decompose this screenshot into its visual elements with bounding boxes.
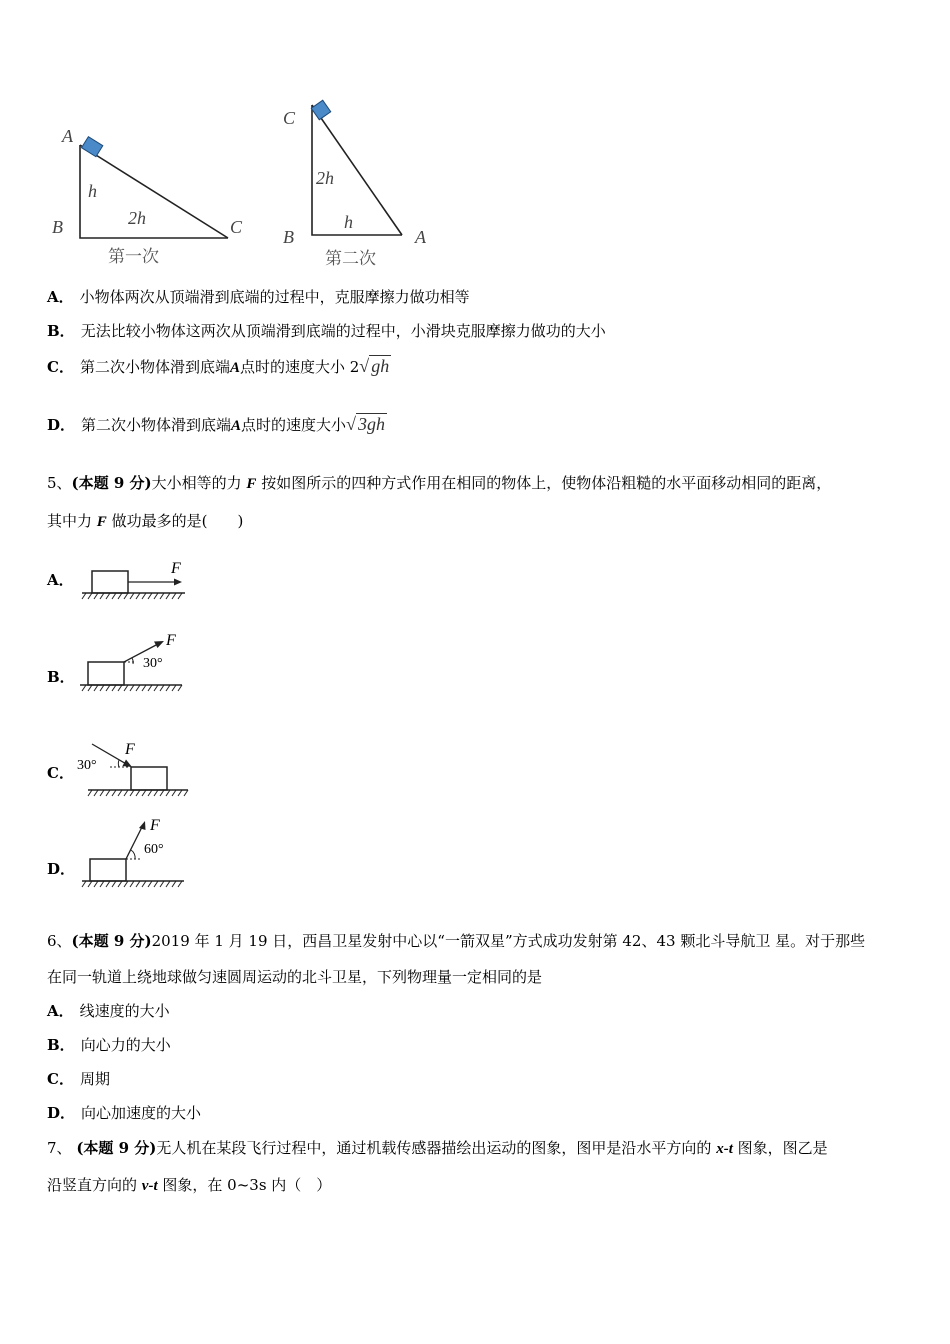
q5-stem-line2 — [47, 510, 243, 531]
q6-stem-line2 — [47, 966, 542, 987]
q5-option-a-letter — [47, 569, 80, 590]
force-symbol: F — [246, 476, 257, 492]
force-label: F — [171, 560, 181, 577]
force-symbol: F — [96, 514, 107, 530]
q4-option-c — [47, 356, 391, 377]
side-2h: 2h — [128, 208, 146, 228]
force-label: F — [150, 817, 160, 834]
option-text: 周期 — [79, 1070, 110, 1088]
q6-option-d — [47, 1102, 201, 1123]
option-text: 无法比较小物体这两次从顶端滑到底端的过程中，小滑块克服摩擦力做功的大小 — [80, 322, 606, 340]
stem-text: 图象，图乙是 — [737, 1139, 828, 1157]
q6-option-c — [47, 1068, 110, 1089]
q5-option-d-figure — [78, 813, 193, 893]
stem-text: 2019 年 1 月 19 日，西昌卫星发射中心以“一箭双星”方式成功发射第 42、43 颗北斗导航卫 星。对于那些 — [151, 932, 866, 950]
option-letter: B． — [47, 668, 75, 686]
q7-stem-line1 — [47, 1137, 828, 1158]
option-letter: A． — [47, 288, 74, 306]
option-letter: A． — [47, 1002, 74, 1020]
force-label: F — [166, 632, 176, 649]
q5-option-a-figure — [78, 558, 193, 604]
ground-hatch — [88, 790, 188, 796]
block — [92, 571, 128, 593]
q5-option-d-letter — [47, 858, 81, 879]
q5-option-b-figure — [78, 628, 193, 696]
ground-hatch — [82, 685, 182, 691]
stem-text: 沿竖直方向的 — [47, 1176, 138, 1194]
question-score: (本题 9 分) — [71, 474, 152, 492]
angle-label: 30° — [143, 656, 163, 671]
stem-text: 按如图所示的四种方式作用在相同的物体上，使物体沿粗糙的水平面移动相同的距离， — [261, 474, 832, 492]
q4-option-d — [47, 414, 387, 435]
caption-first: 第一次 — [108, 247, 159, 267]
radicand: 3gh — [357, 414, 385, 434]
side-h: h — [88, 181, 97, 201]
vt-symbol: v-t — [141, 1178, 158, 1194]
stem-text: 其中力 — [47, 512, 93, 530]
sqrt-expression: √ gh — [359, 356, 390, 376]
radicand: gh — [371, 356, 390, 376]
stem-text: 无人机在某段飞行过程中，通过机载传感器描绘出运动的图象，图甲是沿水平方向的 — [156, 1139, 712, 1157]
q6-stem-line1 — [47, 930, 865, 951]
stem-text: 大小相等的力 — [151, 474, 242, 492]
ground-hatch — [82, 881, 182, 887]
q6-option-a — [47, 1000, 170, 1021]
option-letter: D． — [47, 416, 76, 434]
angle-label: 30° — [77, 758, 97, 773]
arrow-head-icon — [154, 641, 164, 648]
question-score: (本题 9 分) — [76, 1139, 157, 1157]
label-a: A — [62, 126, 73, 146]
option-text: 小物体两次从顶端滑到底端的过程中，克服摩擦力做功相等 — [79, 288, 470, 306]
question-number: 7、 — [47, 1139, 72, 1157]
label-b: B — [52, 217, 63, 237]
question-score: (本题 9 分) — [71, 932, 152, 950]
option-letter: D． — [47, 860, 76, 878]
q5-stem-line1 — [47, 472, 831, 493]
angle-label: 60° — [144, 842, 164, 857]
second-incline-figure — [283, 100, 427, 269]
q5-option-c-figure — [74, 735, 194, 801]
option-text-pre: 第二次小物体滑到底端 — [79, 358, 230, 376]
label-c: C — [230, 217, 243, 237]
option-text: 线速度的大小 — [79, 1002, 170, 1020]
block — [90, 859, 126, 881]
point-label: A — [229, 360, 240, 376]
incline-figures — [40, 95, 460, 280]
first-incline-figure — [52, 126, 243, 267]
q4-option-b — [47, 320, 606, 341]
side-2h: 2h — [316, 168, 334, 188]
option-text-pre: 第二次小物体滑到底端 — [81, 416, 232, 434]
block — [131, 767, 167, 790]
q6-option-b — [47, 1034, 171, 1055]
option-letter: B． — [47, 322, 75, 340]
side-h: h — [344, 212, 353, 232]
arrow-head-icon — [174, 579, 182, 586]
point-label: A — [231, 418, 242, 434]
label-b: B — [283, 227, 294, 247]
sqrt-expression: √ 3gh — [346, 414, 385, 434]
block-icon — [82, 137, 103, 157]
block — [88, 662, 124, 685]
stem-text: 在同一轨道上绕地球做匀速圆周运动的北斗卫星，下列物理量一定相同的是 — [47, 968, 543, 986]
force-label: F — [125, 741, 135, 758]
xt-symbol: x-t — [716, 1141, 733, 1157]
caption-second: 第二次 — [325, 249, 376, 269]
label-a: A — [415, 227, 426, 247]
q4-option-a — [47, 286, 470, 307]
option-letter: A． — [47, 571, 74, 589]
option-text: 向心力的大小 — [80, 1036, 171, 1054]
option-text-post: 点时的速度大小 — [241, 416, 347, 434]
option-text: 向心加速度的大小 — [81, 1104, 202, 1122]
q5-option-b-letter — [47, 666, 81, 687]
option-text-post: 点时的速度大小 2 — [239, 358, 360, 376]
ground-hatch — [82, 593, 182, 599]
arrow-head-icon — [139, 821, 146, 830]
option-letter: D． — [47, 1104, 76, 1122]
block-icon — [311, 100, 330, 119]
option-letter: B． — [47, 1036, 75, 1054]
label-c: C — [283, 108, 296, 128]
question-number: 6、 — [47, 932, 72, 950]
stem-text: 图象，在 0~3s 内（ ） — [162, 1176, 332, 1194]
option-letter: C． — [47, 358, 74, 376]
option-letter: C． — [47, 1070, 74, 1088]
stem-text: 做功最多的是( ) — [111, 512, 244, 530]
option-letter: C． — [47, 764, 74, 782]
question-number: 5、 — [47, 474, 72, 492]
q7-stem-line2 — [47, 1174, 331, 1195]
